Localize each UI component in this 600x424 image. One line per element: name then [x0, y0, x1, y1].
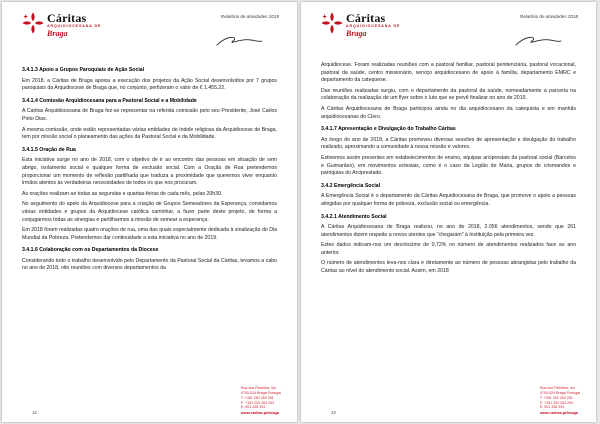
brand-name: Cáritas: [346, 11, 386, 25]
paragraph: As orações realizam-se todas as segundas e quartas-feiras de cada mês, pelas 20h30.: [22, 190, 223, 197]
caritas-flame-cross-icon: [321, 12, 343, 34]
address-lines: [241, 386, 281, 410]
section-heading: 3.4.1.6 Colaboração com os Departamentos da Diocese: [22, 247, 159, 254]
section-heading: 3.4.2 Emergência Social: [321, 182, 381, 189]
footer-address: [540, 386, 580, 416]
page-body: [2, 54, 297, 273]
address-lines: [540, 386, 580, 410]
address-line: E: 501 438 394: [240, 405, 266, 410]
brand-city: Braga: [47, 28, 68, 38]
footer-website-link[interactable]: www.caritas.pt/braga: [539, 411, 578, 416]
paragraph: Em 2018 foram realizadas quatro orações de rua, uma das quais especialmente dedicada à sinalização do Dia Mundial da Pobreza. Pretendemos dar continuidade a esta iniciativa no ano de 2019.: [22, 227, 277, 241]
section-heading: 3.4.1.4 Comissão Arquidiocesana para a Pastoral Social e a Mobilidade: [22, 97, 197, 104]
paragraph: No seguimento do apelo da Arquidiocese para a criação de Grupos Semeadores da Esperança, convidamos várias entidades e grupos da Arquidiocese católica caminhar, a fazer parte deste projeto, de forma a conjugarmos todas as sinergias e partilharmos a missão de semear a esperança.: [22, 201, 277, 223]
signature-icon: [512, 33, 564, 49]
signature-icon: [213, 33, 265, 49]
paragraph: Arquidiocese. Foram realizadas reuniões com a pastoral familiar, pastoral penitenciária, pastoral vocacional, pastoral da saúde, centro missionário, serviço arquidiocesano de apoio à família, departamento EMRC e departamento da catequese.: [321, 62, 576, 84]
caritas-flame-cross-icon: [22, 12, 44, 34]
brand-name: Cáritas: [47, 11, 87, 25]
page-number: 12: [32, 410, 37, 415]
address-line: 4700-024 Braga Portugal: [240, 391, 281, 396]
header-right: [213, 12, 279, 54]
brand-city: Braga: [346, 28, 367, 38]
address-line: Rua dos Pelotões, s/n: [539, 386, 575, 391]
report-page-left: [2, 2, 297, 422]
page-header: [2, 2, 297, 54]
brand-text: [47, 12, 101, 38]
address-line: T: +351 253 263 251: [539, 395, 573, 400]
paragraph: Em 2018, a Cáritas de Braga apoiou a execução dos projetos da Ação Social desenvolvidos por 7 grupos paroquiais da Arquidiocese de Braga que, no conjunto, perfizeram o valor de € 1.455,22.: [22, 77, 277, 92]
paragraph: A mesma comissão, onde estão representadas várias entidades de índole religiosa da Arquidiocese de Braga, tem por missão social o planeamento das ações da Pastoral Social e da Mobilidade.: [22, 126, 277, 141]
address-line: E: 501 438 394: [539, 405, 565, 410]
header-right: [512, 12, 578, 54]
address-line: Rua dos Pelotões, s/n: [240, 386, 276, 391]
footer-address: [241, 386, 281, 416]
paragraph: Estivemos assim presentes em estabelecimentos de ensino, equipas arciprestais da pastoral social (Barcelos e Guimarães), em movimentos eclesiais, como é o caso da Legião de Maria, grupos de crismandos e paróquias do Arciprestado.: [321, 154, 576, 177]
paragraph: Das reuniões realizadas surgiu, com o departamento da pastoral da saúde, nomeadamente a parceria na colaboração da realização de um flyer sobre o luto que se prevê finalizar no ano de 2019.: [321, 87, 576, 102]
paragraph: Esta iniciativa surge no ano de 2018, com o objetivo de ir ao encontro das pessoas em situação de sem abrigo, isolamento social e qualquer forma de exclusão social. Com a Oração de Rua pretendemos proporcionar um momento de reflexão partilhada que traduza a proximidade que queremos viver enquanto irmãos atentos às verdadeiras necessidades de todos os que nos procuram.: [22, 157, 277, 187]
address-line: 4700-024 Braga Portugal: [539, 391, 580, 396]
doc-title: Relatório de atividades 2018: [220, 14, 279, 19]
address-line: T: +351 253 263 251: [240, 395, 274, 400]
caritas-logo: [321, 12, 400, 38]
report-page-right: [301, 2, 596, 422]
brand-subtitle: ARQUIDIOCESANA DE: [47, 24, 102, 28]
section-heading: 3.4.1.5 Oração de Rua: [22, 146, 76, 153]
paragraph: Considerando todo o trabalho desenvolvido pelo Departamento da Pastoral Social da Cáritas, levamos a cabo no ano de 2018, oito reuniões com diversos departamentos da: [22, 257, 277, 272]
footer-website-link[interactable]: www.caritas.pt/braga: [240, 411, 279, 416]
caritas-logo: [22, 12, 101, 38]
paragraph: O número de atendimentos leva-nos clara e diretamente ao número de pessoas abrangidas pelo trabalho da Cáritas ao nível do atendimento social. Assim, em 2018: [321, 260, 576, 275]
section-heading: 3.4.2.1 Atendimento Social: [321, 213, 387, 220]
address-line: F: +351 253 263 253: [240, 400, 275, 405]
page-body: [301, 54, 596, 276]
section-heading: 3.4.1.7 Apresentação e Divulgação do Trabalho Cáritas: [321, 126, 456, 133]
paragraph: A Cáritas Arquidiocesana de Braga realizou, no ano de 2018, 2.056 atendimentos, sendo que 261 atendimentos dizem respeito a novos utentes que “chegaram” à Instituição pela primeira vez.: [321, 224, 576, 238]
brand-subtitle: ARQUIDIOCESANA DE: [346, 24, 401, 28]
page-number: 13: [331, 410, 336, 415]
paragraph: Ao longo do ano de 2018, a Cáritas promoveu diversas sessões de apresentação e divulgação do trabalho realizado, aproximando a comunidade à nossa missão e valores.: [321, 136, 576, 151]
paragraph: A Emergência Social é o departamento da Cáritas Arquidiocesana de Braga, que promove o apoio a pessoas atingidas por qualquer forma de pobreza, exclusão social ou emergência.: [321, 193, 576, 207]
address-line: F: +351 253 263 253: [539, 400, 574, 405]
paragraph: A Cáritas Arquidiocesana de Braga fez-se representar na referida comissão pelo seu Presidente, José Carlos Pinto Dias.: [22, 108, 277, 122]
doc-title: Relatório de atividades 2018: [519, 14, 578, 19]
brand-text: [346, 12, 400, 38]
page-header: [301, 2, 596, 54]
paragraph: A Cáritas Arquidiocesana de Braga participou ainda no dia arquidiocesano da catequista e em manhãs arquidiocesanas do Clero.: [321, 105, 576, 120]
paragraph: Estes dados indicam-nos um decréscimo de 0,72% no número de atendimentos realizados face ao ano anterior.: [321, 242, 576, 256]
section-heading: 3.4.1.3 Apoio a Grupos Paroquiais de Ação Social: [22, 67, 145, 73]
